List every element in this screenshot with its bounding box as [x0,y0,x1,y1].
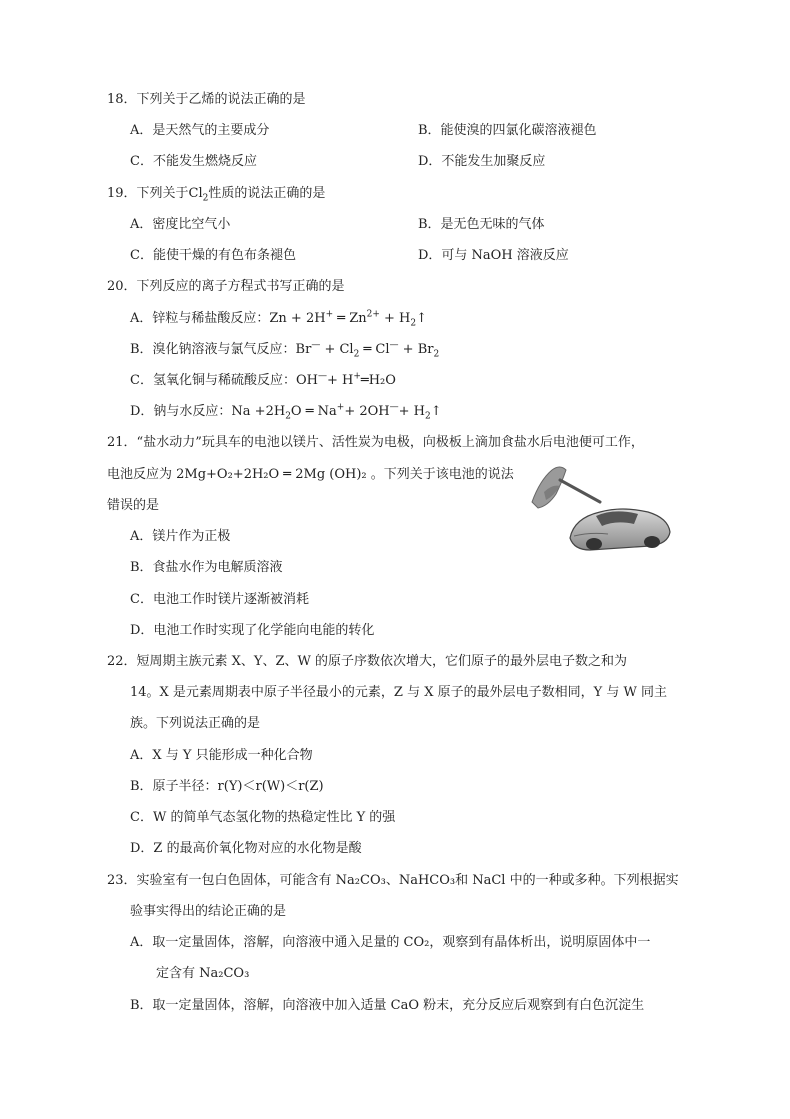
q22-option-a: A．X 与 Y 只能形成一种化合物 [130,748,313,763]
q23-option-a-line1: A．取一定量固体，溶解，向溶液中通入足量的 CO₂，观察到有晶体析出，说明原固体中一 [130,935,651,950]
q22-option-c: C．W 的简单气态氢化物的热稳定性比 Y 的强 [130,810,396,825]
q23-stem-line1: 23．实验室有一包白色固体，可能含有 Na₂CO₃、NaHCO₃和 NaCl 中的一种或多种。下列根据实 [107,873,679,888]
q21-stem-line2: 电池反应为 2Mg+O₂+2H₂O ═ 2Mg (OH)₂ 。下列关于该电池的说法 [107,467,514,482]
q23-option-b-line1: B．取一定量固体，溶解，向溶液中加入适量 CaO 粉末，充分反应后观察到有白色沉淀生 [130,998,645,1013]
q20-stem: 20．下列反应的离子方程式书写正确的是 [107,279,345,294]
q22-option-b: B．原子半径：r(Y)＜r(W)＜r(Z) [130,779,324,794]
q21-stem-line3: 错误的是 [107,498,160,513]
q20-option-d: D．钠与水反应：$Na +2H_2O$ ═ $Na^++ 2OH^—+ H_2↑$ [130,402,442,422]
q19-option-c: C．能使干燥的有色布条褪色 [130,248,296,263]
q21-option-c: C．电池工作时镁片逐渐被消耗 [130,592,309,607]
q23-option-a-line2: 定含有 Na₂CO₃ [156,966,250,981]
q23-stem-line2: 验事实得出的结论正确的是 [130,904,287,919]
q19-option-d: D．可与 NaOH 溶液反应 [418,248,569,263]
q20-option-c: C．氢氧化铜与稀硫酸反应：OH—+ H+═H₂O [130,371,396,388]
q21-stem-line1: 21．“盐水动力”玩具车的电池以镁片、活性炭为电极，向极板上滴加食盐水后电池便可工作， [107,435,644,450]
q18-option-d: D．不能发生加聚反应 [418,154,546,169]
q19-stem: 19．下列关于$Cl_2$性质的说法正确的是 [107,186,326,204]
q18-option-c: C．不能发生燃烧反应 [130,154,257,169]
q20-option-a: A．锌粒与稀盐酸反应：Zn + 2H+ ═ $Zn^{2+}$ + $H_2↑$ [130,309,428,329]
q22-option-d: D．Z 的最高价氧化物对应的水化物是酸 [130,841,362,856]
q18-stem: 18．下列关于乙烯的说法正确的是 [107,92,306,107]
q22-stem-line2: 14。X 是元素周期表中原子半径最小的元素，Z 与 X 原子的最外层电子数相同，Y 与 W 同主 [130,685,667,700]
q22-stem-line1: 22．短周期主族元素 X、Y、Z、W 的原子序数依次增大，它们原子的最外层电子数之和为 [107,654,628,669]
q20-option-b: B．溴化钠溶液与氯气反应：$Br^— + Cl_2$ ═ $Cl^— + Br_2$ [130,340,440,360]
toy-car-photo [530,462,672,554]
q19-option-a: A．密度比空气小 [130,217,231,232]
q19-option-b: B．是无色无味的气体 [418,217,545,232]
q18-option-a: A．是天然气的主要成分 [130,123,270,138]
q18-option-b: B．能使溴的四氯化碳溶液褪色 [418,123,597,138]
q21-option-b: B．食盐水作为电解质溶液 [130,560,283,575]
q22-stem-line3: 族。下列说法正确的是 [130,716,261,731]
q21-option-d: D．电池工作时实现了化学能向电能的转化 [130,623,375,638]
q21-option-a: A．镁片作为正极 [130,529,231,544]
